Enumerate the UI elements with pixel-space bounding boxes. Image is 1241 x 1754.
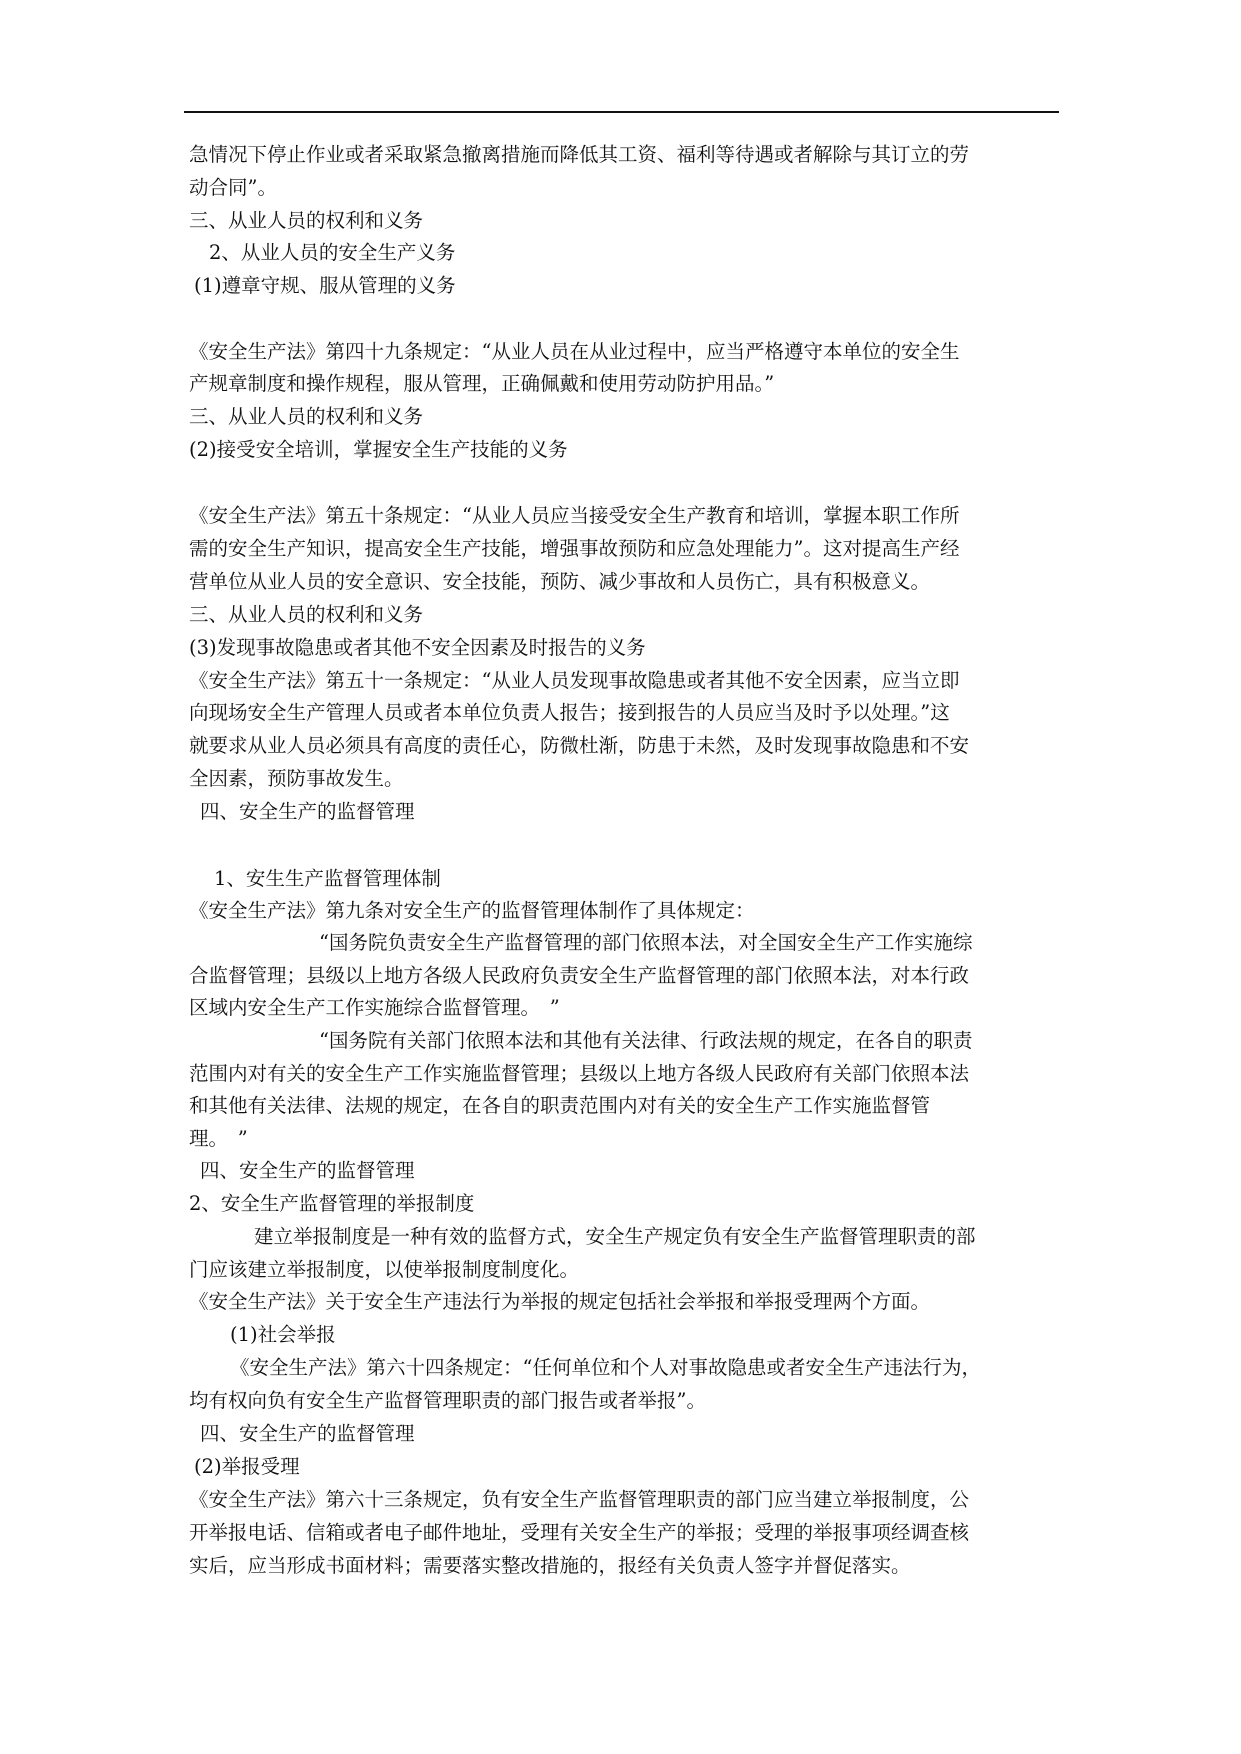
- quote-line: 区域内安全生产工作实施综合监督管理。 ”: [189, 996, 560, 1019]
- section-heading: 四、安全生产的监督管理: [200, 1159, 415, 1182]
- section-heading: 四、安全生产的监督管理: [200, 1422, 415, 1445]
- body-line: 均有权向负有安全生产监督管理职责的部门报告或者举报”。: [189, 1389, 706, 1412]
- item-heading: (2)举报受理: [194, 1455, 300, 1478]
- body-line: 需的安全生产知识，提高安全生产技能，增强事故预防和应急处理能力”。这对提高生产经: [189, 537, 960, 560]
- section-heading: 三、从业人员的权利和义务: [189, 209, 424, 232]
- quote-line: 理。 ”: [189, 1127, 248, 1150]
- item-heading: (1)社会举报: [230, 1323, 336, 1346]
- body-line: 全因素，预防事故发生。: [189, 767, 404, 790]
- section-heading: 三、从业人员的权利和义务: [189, 603, 424, 626]
- header-rule: [184, 111, 1059, 113]
- quote-line: “国务院负责安全生产监督管理的部门依照本法，对全国安全生产工作实施综: [319, 931, 973, 954]
- body-line: 门应该建立举报制度，以使举报制度制度化。: [189, 1258, 580, 1281]
- body-line: 产规章制度和操作规程，服从管理，正确佩戴和使用劳动防护用品。”: [189, 372, 775, 395]
- section-heading: 四、安全生产的监督管理: [200, 800, 415, 823]
- subsection-heading: 1、安生生产监督管理体制: [214, 867, 441, 890]
- body-line: 实后，应当形成书面材料；需要落实整改措施的，报经有关负责人签字并督促落实。: [189, 1554, 911, 1577]
- body-line: 向现场安全生产管理人员或者本单位负责人报告；接到报告的人员应当及时予以处理。”这: [189, 701, 950, 724]
- item-heading: (1)遵章守规、服从管理的义务: [194, 274, 456, 297]
- body-line: 《安全生产法》第五十条规定：“从业人员应当接受安全生产教育和培训，掌握本职工作所: [189, 504, 960, 527]
- body-line: 动合同”。: [189, 176, 277, 199]
- item-heading: (3)发现事故隐患或者其他不安全因素及时报告的义务: [189, 636, 646, 659]
- body-line: 《安全生产法》关于安全生产违法行为举报的规定包括社会举报和举报受理两个方面。: [189, 1290, 931, 1313]
- body-line: 《安全生产法》第四十九条规定：“从业人员在从业过程中，应当严格遵守本单位的安全生: [189, 340, 960, 363]
- quote-line: 合监督管理；县级以上地方各级人民政府负责安全生产监督管理的部门依照本法，对本行政: [189, 964, 970, 987]
- quote-line: 和其他有关法律、法规的规定，在各自的职责范围内对有关的安全生产工作实施监督管: [189, 1094, 931, 1117]
- body-line: 建立举报制度是一种有效的监督方式，安全生产规定负有安全生产监督管理职责的部: [254, 1225, 976, 1248]
- subsection-heading: 2、安全生产监督管理的举报制度: [189, 1192, 475, 1215]
- body-line: 急情况下停止作业或者采取紧急撤离措施而降低其工资、福利等待遇或者解除与其订立的劳: [189, 143, 970, 166]
- body-line: 《安全生产法》第九条对安全生产的监督管理体制作了具体规定：: [189, 899, 755, 922]
- body-line: 开举报电话、信箱或者电子邮件地址，受理有关安全生产的举报；受理的举报事项经调查核: [189, 1521, 970, 1544]
- quote-line: “国务院有关部门依照本法和其他有关法律、行政法规的规定，在各自的职责: [319, 1029, 973, 1052]
- body-line: 《安全生产法》第五十一条规定：“从业人员发现事故隐患或者其他不安全因素，应当立即: [189, 669, 960, 692]
- body-line: 就要求从业人员必须具有高度的责任心，防微杜渐，防患于未然，及时发现事故隐患和不安: [189, 734, 970, 757]
- quote-line: 范围内对有关的安全生产工作实施监督管理；县级以上地方各级人民政府有关部门依照本法: [189, 1062, 970, 1085]
- body-line: 《安全生产法》第六十四条规定：“任何单位和个人对事故隐患或者安全生产违法行为，: [230, 1356, 981, 1379]
- body-line: 营单位从业人员的安全意识、安全技能，预防、减少事故和人员伤亡，具有积极意义。: [189, 570, 931, 593]
- subsection-heading: 2、从业人员的安全生产义务: [209, 241, 456, 264]
- item-heading: (2)接受安全培训，掌握安全生产技能的义务: [189, 438, 568, 461]
- section-heading: 三、从业人员的权利和义务: [189, 405, 424, 428]
- body-line: 《安全生产法》第六十三条规定，负有安全生产监督管理职责的部门应当建立举报制度，公: [189, 1488, 970, 1511]
